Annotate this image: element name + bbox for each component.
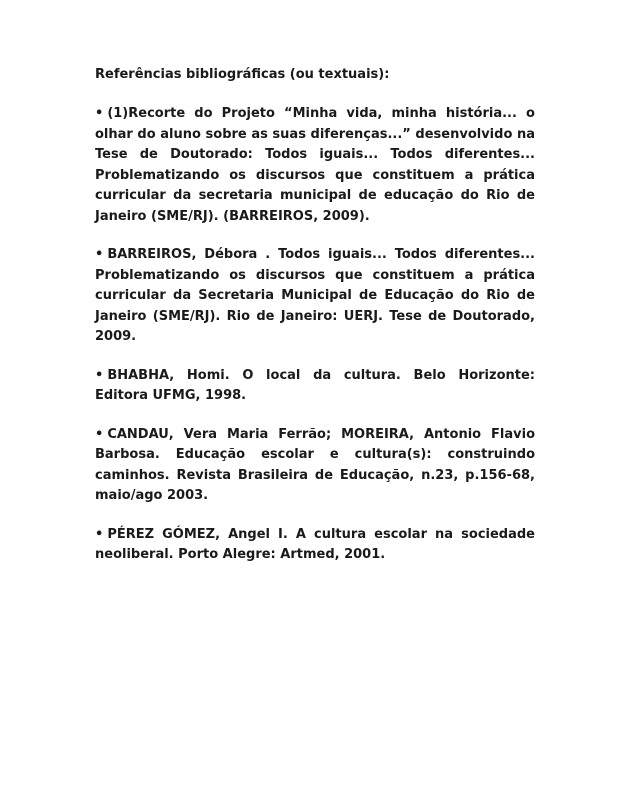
- bullet-icon: •: [95, 247, 104, 262]
- reference-text: (1)Recorte do Projeto “Minha vida, minha história... o olhar do aluno sobre as suas diferenças...” desenvolvido na Tese de Doutorado: Todos iguais... Todos diferentes... Problematizando os discursos que constituem a prática curricular da secretaria municipal de educação do Rio de Janeiro (SME/RJ). (BARREIROS, 2009).: [95, 106, 535, 224]
- document-page: [95, 66, 535, 584]
- bullet-icon: •: [95, 367, 104, 383]
- reference-text: CANDAU, Vera Maria Ferrão; MOREIRA, Antonio Flavio Barbosa. Educação escolar e cultura(s): construindo caminhos. Revista Brasileira de Educação, n.23, p.156-68, maio/ago 2003.: [95, 426, 535, 503]
- reference-text: PÉREZ GÓMEZ, Angel I. A cultura escolar na sociedade neoliberal. Porto Alegre: Artmed, 2001.: [95, 526, 535, 562]
- reference-item: [95, 366, 535, 407]
- bullet-icon: •: [95, 106, 104, 121]
- reference-item: [95, 425, 535, 507]
- reference-item: [95, 525, 535, 566]
- reference-item: [95, 104, 535, 227]
- bullet-icon: •: [95, 526, 104, 542]
- references-heading: Referências bibliográficas (ou textuais):: [95, 67, 390, 82]
- reference-item: [95, 245, 535, 348]
- bullet-icon: •: [95, 426, 104, 442]
- reference-text: BHABHA, Homi. O local da cultura. Belo Horizonte: Editora UFMG, 1998.: [95, 367, 535, 403]
- reference-text: BARREIROS, Débora . Todos iguais... Todos diferentes... Problematizando os discursos que constituem a prática curricular da Secretaria Municipal de Educação do Rio de Janeiro (SME/RJ). Rio de Janeiro: UERJ. Tese de Doutorado, 2009.: [95, 247, 535, 344]
